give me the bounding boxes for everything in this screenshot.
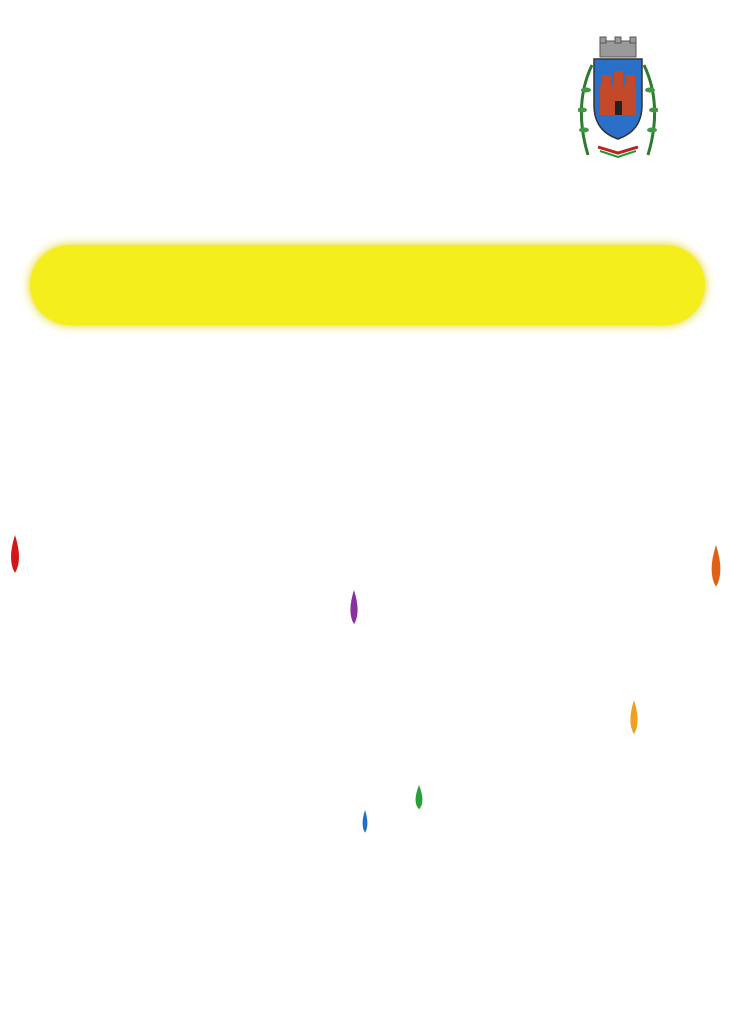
blue-drop-decoration: [359, 810, 371, 834]
orange-drop-decoration: [705, 545, 727, 589]
red-drop-decoration: [5, 535, 25, 575]
coat-of-arms-icon: [578, 35, 658, 160]
leaves-border-decoration: [0, 860, 731, 1024]
green-drop-decoration: [410, 785, 428, 811]
paint-drips-middle-decoration: [0, 315, 731, 425]
orange-drop-decoration-2: [625, 700, 643, 736]
title-banner: [30, 245, 705, 325]
purple-drop-decoration: [345, 590, 363, 626]
